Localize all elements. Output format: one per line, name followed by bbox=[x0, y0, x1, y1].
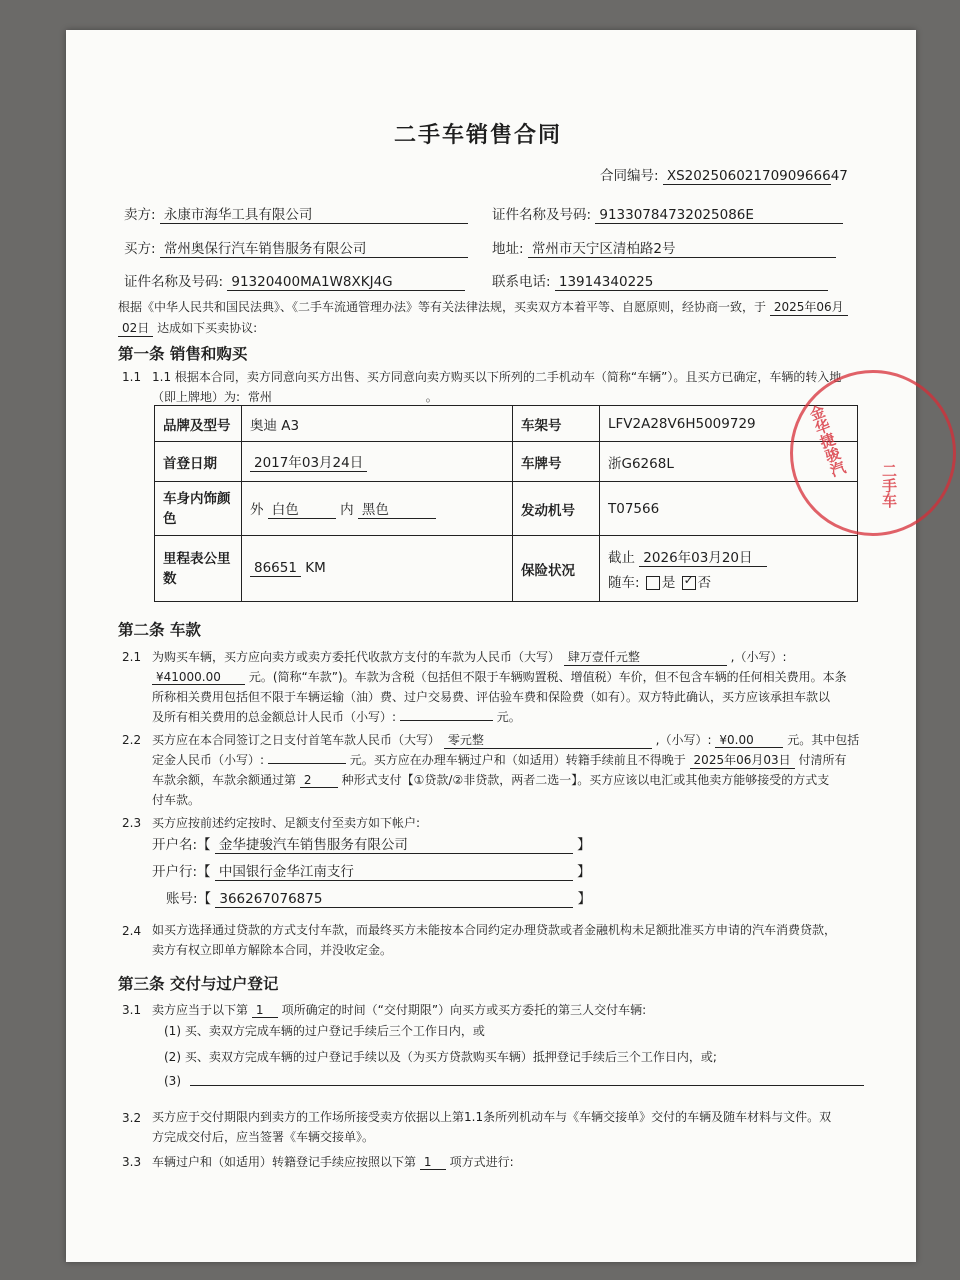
interior-color: 黑色 bbox=[358, 498, 436, 519]
document-body bbox=[66, 30, 916, 1262]
clause-2-1-line2 bbox=[152, 668, 847, 685]
clause-1-1-text: 1.1 根据本合同，卖方同意向买方出售、买方同意向卖方购买以下所列的二手机动车（简称“车辆”）。且买方已确定，车辆的转入地 bbox=[152, 370, 842, 384]
total-amount-blank bbox=[400, 720, 493, 721]
insurance-until-row bbox=[608, 546, 849, 567]
vehicle-table bbox=[154, 405, 858, 602]
buyer-label: 买方: bbox=[124, 241, 156, 257]
seller-id-value: 91330784732025086E bbox=[595, 207, 843, 224]
color-label: 车身内饰颜色 bbox=[155, 482, 242, 536]
clause-3-3-line1 bbox=[152, 1153, 514, 1170]
clause-2-3-text: 买方应按前述约定按时、足额支付至卖方如下帐户: bbox=[152, 816, 421, 830]
preamble-line1 bbox=[118, 298, 848, 316]
seller-row bbox=[124, 203, 468, 224]
clause-2-1-text-e: 及所有相关费用的总金额总计人民币（小写）: bbox=[152, 710, 397, 724]
art2-heading: 第二条 车款 bbox=[118, 621, 201, 639]
clause-3-1-option2: (2) 买、卖双方完成车辆的过户登记手续以及（为买方贷款购买车辆）抵押登记手续后三个工作日内，或; bbox=[164, 1050, 717, 1064]
doc-title: 二手车销售合同 bbox=[394, 123, 563, 148]
art3-heading: 第三条 交付与过户登记 bbox=[118, 975, 279, 993]
clause-3-1-option1: (1) 买、卖双方完成车辆的过户登记手续后三个工作日内，或 bbox=[164, 1024, 485, 1038]
buyer-phone-value: 13914340225 bbox=[555, 274, 828, 291]
bracket-close: 】 bbox=[577, 891, 592, 907]
clause-1-1-number: 1.1 bbox=[122, 370, 142, 384]
clause-3-3-text-b: 项方式进行: bbox=[449, 1155, 514, 1169]
brand-value: 奥迪 A3 bbox=[242, 406, 513, 442]
yes-checkbox[interactable] bbox=[646, 576, 660, 590]
contract-no-row bbox=[600, 164, 848, 185]
clause-1-1-end: 。 bbox=[425, 390, 438, 404]
clause-3-1-text-b: 项所确定的时间（“交付期限”）向买方或买方委托的第三人交付车辆: bbox=[281, 1003, 647, 1017]
buyer-id-value: 91320400MA1W8XKJ4G bbox=[227, 274, 465, 291]
reg-date-cell bbox=[242, 442, 513, 482]
seller-id-row bbox=[492, 203, 843, 224]
insurance-until-value: 2026年03月20日 bbox=[639, 546, 767, 567]
preamble-date1: 2025年06月 bbox=[770, 298, 848, 316]
clause-2-1-line4 bbox=[152, 708, 521, 725]
buyer-phone-label: 联系电话: bbox=[492, 274, 551, 290]
reg-date-label: 首登日期 bbox=[155, 442, 242, 482]
clause-2-2-line3 bbox=[152, 771, 829, 788]
account-name-row bbox=[152, 833, 591, 854]
clause-3-2-line1: 买方应于交付期限内到卖方的工作场所接受卖方依据以上第1.1条所列机动车与《车辆交接单》交付的车辆及随车材料与文件。双 bbox=[152, 1110, 832, 1124]
engine-value: T07566 bbox=[600, 482, 858, 536]
clause-2-2-text-d: 定金人民币（小写）: bbox=[152, 753, 265, 767]
preamble-date2: 02日 bbox=[118, 319, 153, 337]
exterior-label: 外 bbox=[250, 502, 264, 518]
table-row bbox=[155, 406, 858, 442]
transfer-item: 1 bbox=[420, 1155, 446, 1170]
clause-3-3-text-a: 车辆过户和（如适用）转籍登记手续应按照以下第 bbox=[152, 1155, 417, 1169]
clause-2-2-text-h: 种形式支付【①贷款/②非贷款，两者二选一】。买方应该以电汇或其他卖方能够接受的方式支 bbox=[341, 773, 830, 787]
clause-2-1-number: 2.1 bbox=[122, 650, 142, 664]
buyer-phone-row bbox=[492, 270, 828, 291]
vin-label: 车架号 bbox=[513, 406, 600, 442]
clause-1-1-line2 bbox=[152, 388, 438, 406]
insurance-with-row bbox=[608, 571, 849, 591]
final-payment-date: 2025年06月03日 bbox=[690, 751, 795, 769]
account-no-value: 366267076875 bbox=[215, 891, 573, 908]
contract-no-label: 合同编号: bbox=[600, 168, 659, 184]
insurance-with-label: 随车: bbox=[608, 575, 640, 591]
clause-2-2-text-c: 元。其中包括 bbox=[787, 733, 860, 747]
clause-1-1-text2: （即上牌地）为: bbox=[152, 390, 241, 404]
bracket-close: 】 bbox=[577, 864, 591, 880]
seller-name: 永康市海华工具有限公司 bbox=[160, 203, 468, 224]
plate-value: 浙G6268L bbox=[600, 442, 858, 482]
account-no-label: 账号:【 bbox=[166, 891, 212, 907]
clause-2-2-number: 2.2 bbox=[122, 733, 142, 747]
clause-2-1-line3: 所称相关费用包括但不限于车辆运输（油）费、过户交易费、评估验车费和保险费（如有）。双方特此确认，买方应该承担车款以 bbox=[152, 690, 831, 704]
clause-3-1-line1 bbox=[152, 1001, 646, 1018]
clause-2-2-line4: 付车款。 bbox=[152, 793, 201, 807]
clause-2-2-line1 bbox=[152, 731, 859, 749]
exterior-color: 白色 bbox=[268, 498, 336, 519]
preamble-text: 根据《中华人民共和国民法典》、《二手车流通管理办法》等有关法律法规，买卖双方本着平等、自愿原则，经协商一致，于 bbox=[118, 300, 767, 314]
clause-3-2-number: 3.2 bbox=[122, 1111, 142, 1125]
bank-label: 开户行:【 bbox=[152, 864, 211, 880]
buyer-name: 常州奥保行汽车销售服务有限公司 bbox=[160, 237, 468, 258]
yes-label: 是 bbox=[661, 575, 676, 591]
table-row bbox=[155, 482, 858, 536]
account-name-label: 开户名:【 bbox=[152, 837, 211, 853]
payment-method: 2 bbox=[300, 773, 338, 788]
delivery-item: 1 bbox=[252, 1003, 278, 1018]
company-seal bbox=[790, 370, 956, 536]
buyer-row bbox=[124, 237, 468, 258]
buyer-address-label: 地址: bbox=[492, 241, 524, 257]
seller-label: 卖方: bbox=[124, 207, 156, 223]
buyer-id-label: 证件名称及号码: bbox=[124, 274, 224, 290]
color-cell bbox=[242, 482, 513, 536]
seal-text-2: 二手车 bbox=[880, 463, 898, 508]
price-lower: ¥41000.00 bbox=[152, 670, 245, 685]
clause-2-1-text-f: 元。 bbox=[496, 710, 521, 724]
mileage-label: 里程表公里数 bbox=[155, 536, 242, 602]
clause-3-3-number: 3.3 bbox=[122, 1155, 142, 1169]
buyer-address-value: 常州市天宁区清柏路2号 bbox=[528, 237, 836, 258]
option3-blank bbox=[190, 1085, 864, 1086]
clause-2-4-line1: 如买方选择通过贷款的方式支付车款，而最终买方未能按本合同约定办理贷款或者金融机构未足额批准买方申请的汽车消费贷款， bbox=[152, 923, 837, 937]
plate-label: 车牌号 bbox=[513, 442, 600, 482]
buyer-address-row bbox=[492, 237, 836, 258]
clause-2-2-text-g: 车款余额，车款余额通过第 bbox=[152, 773, 297, 787]
clause-2-2-text-e: 元。买方应在办理车辆过户和（如适用）转籍手续前且不得晚于 bbox=[349, 753, 686, 767]
clause-2-2-text-a: 买方应在本合同签订之日支付首笔车款人民币（大写） bbox=[152, 733, 441, 747]
mileage-value: 86651 bbox=[250, 560, 301, 577]
clause-2-3-number: 2.3 bbox=[122, 816, 142, 830]
clause-3-1-number: 3.1 bbox=[122, 1003, 142, 1017]
insurance-label: 保险状况 bbox=[513, 536, 600, 602]
clause-2-2-text-b: ,（小写）: bbox=[655, 733, 712, 747]
preamble-line2 bbox=[118, 319, 257, 337]
clause-3-2-line2: 方完成交付后，应当签署《车辆交接单》。 bbox=[152, 1130, 375, 1144]
price-upper: 肆万壹仟元整 bbox=[564, 648, 727, 666]
clause-2-2-line2 bbox=[152, 751, 846, 769]
table-row bbox=[155, 536, 858, 602]
reg-date-value: 2017年03月24日 bbox=[250, 451, 367, 472]
preamble-tail: 达成如下买卖协议: bbox=[157, 321, 258, 335]
clause-2-1-text-a: 为购买车辆，买方应向卖方或卖方委托代收款方支付的车款为人民币（大写） bbox=[152, 650, 561, 664]
clause-2-4-line2: 卖方有权立即单方解除本合同，并没收定金。 bbox=[152, 943, 393, 957]
seller-id-label: 证件名称及号码: bbox=[492, 207, 592, 223]
brand-label: 品牌及型号 bbox=[155, 406, 242, 442]
mileage-cell bbox=[242, 536, 513, 602]
contract-paper bbox=[66, 30, 916, 1262]
mileage-unit: KM bbox=[305, 560, 326, 576]
seal-text-1: 金华捷骏汽 bbox=[805, 402, 849, 479]
interior-label: 内 bbox=[340, 502, 354, 518]
buyer-id-row bbox=[124, 270, 465, 291]
clause-2-4-number: 2.4 bbox=[122, 924, 142, 938]
no-label: 否 bbox=[697, 575, 712, 591]
insurance-until-label: 截止 bbox=[608, 550, 635, 566]
table-row bbox=[155, 442, 858, 482]
bank-row bbox=[152, 860, 591, 881]
account-no-row bbox=[166, 887, 591, 908]
bracket-close: 】 bbox=[577, 837, 591, 853]
clause-3-1-option3: (3) bbox=[164, 1074, 181, 1088]
no-checkbox[interactable] bbox=[682, 576, 696, 590]
contract-no-value: XS2025060217090966647 bbox=[663, 168, 831, 185]
clause-2-1-line1 bbox=[152, 648, 787, 666]
account-name-value: 金华捷骏汽车销售服务有限公司 bbox=[215, 833, 573, 854]
down-payment-lower: ¥0.00 bbox=[715, 733, 783, 748]
vin-value: LFV2A28V6H5009729 bbox=[600, 406, 858, 442]
deposit-blank bbox=[268, 763, 346, 764]
transfer-city: 常州 bbox=[244, 388, 422, 406]
clause-2-2-text-f: 付清所有 bbox=[798, 753, 847, 767]
engine-label: 发动机号 bbox=[513, 482, 600, 536]
clause-2-1-text-c: 元。(简称“车款”)。车款为含税（包括但不限于车辆购置税、增值税）车价，但不包含车辆的任何相关费用。本条 bbox=[248, 670, 847, 684]
down-payment-upper: 零元整 bbox=[444, 731, 652, 749]
bank-value: 中国银行金华江南支行 bbox=[215, 860, 573, 881]
art1-heading: 第一条 销售和购买 bbox=[118, 345, 248, 363]
clause-3-1-text-a: 卖方应当于以下第 bbox=[152, 1003, 249, 1017]
clause-2-1-text-b: ,（小写）: bbox=[730, 650, 787, 664]
insurance-cell bbox=[600, 536, 858, 602]
